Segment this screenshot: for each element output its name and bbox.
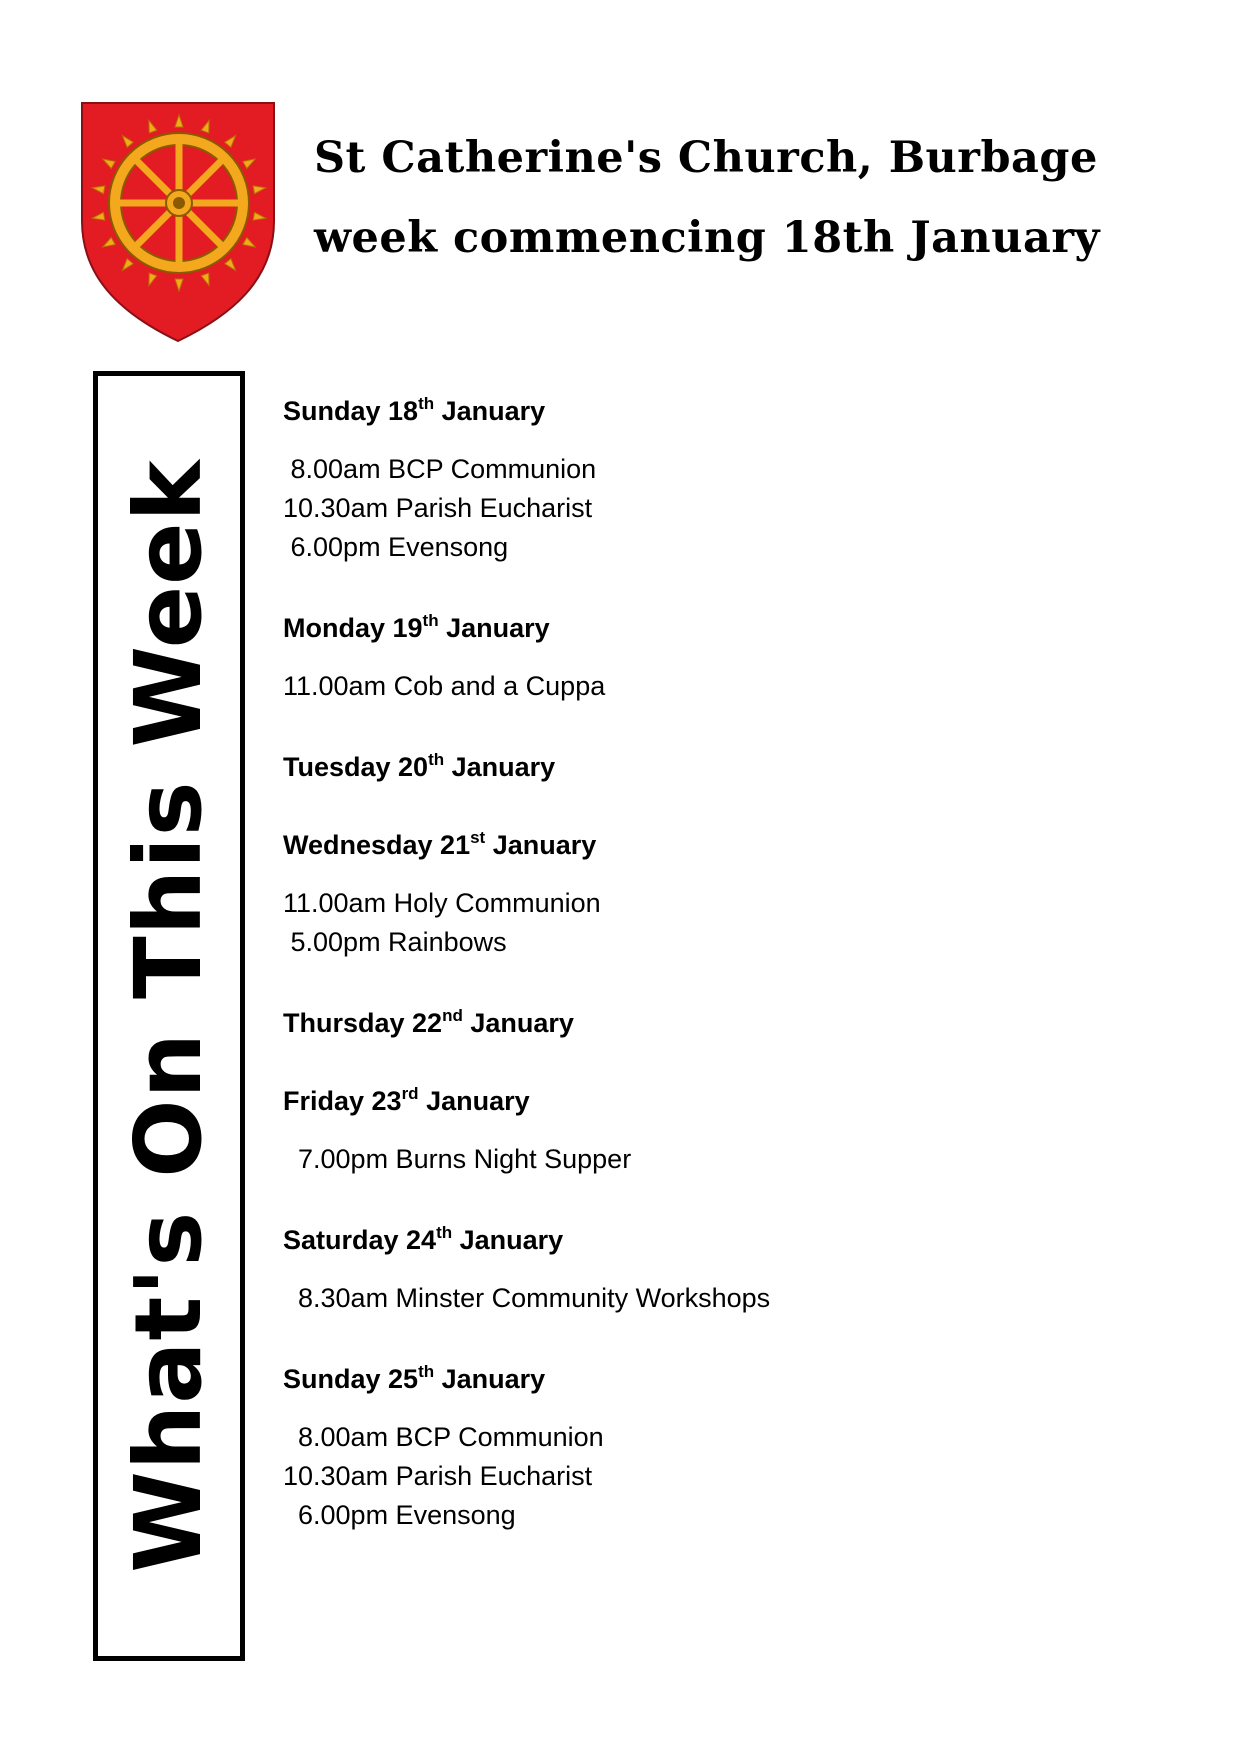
day-date: Tuesday 20 [283,752,429,782]
day-heading [283,1340,1183,1418]
day-heading [283,728,1183,806]
day-date: Friday 23 [283,1086,402,1116]
day-heading [283,1062,1183,1140]
event-item: 11.00am Holy Communion [283,888,601,918]
event-list [283,884,1183,984]
event-item: 11.00am Cob and a Cuppa [283,671,606,701]
date-suffix: rd [401,1083,419,1103]
sidebar-banner [93,371,245,1661]
day-month: January [492,830,597,860]
day-date: Saturday 24 [283,1225,437,1255]
day-heading [283,984,1183,1062]
date-suffix: th [418,1361,435,1381]
event-item: 8.00am BCP Communion [283,1422,604,1452]
event-item: 8.30am Minster Community Workshops [283,1283,771,1313]
day-month: January [459,1225,564,1255]
date-suffix: th [418,393,435,413]
event-list [283,450,1183,589]
event-list [283,667,1183,728]
date-suffix: th [422,610,439,630]
day-date: Sunday 25 [283,1364,419,1394]
date-suffix: nd [442,1005,463,1025]
date-suffix: th [428,749,445,769]
week-title: week commencing 18th January [314,213,1100,263]
day-date: Monday 19 [283,613,423,643]
catherine-wheel-shield-icon [80,101,276,343]
date-suffix: st [470,827,486,847]
day-heading [283,589,1183,667]
day-month: January [441,1364,546,1394]
day-month: January [446,613,550,643]
event-list [283,1140,1183,1201]
sidebar-title: What's On This Week [115,459,222,1573]
day-heading [283,1201,1183,1279]
page-header [314,118,1214,278]
day-heading [283,806,1183,884]
event-item: 5.00pm Rainbows [283,927,507,957]
date-suffix: th [436,1222,453,1242]
event-item: 10.30am Parish Eucharist [283,493,593,523]
day-date: Thursday 22 [283,1008,443,1038]
event-item: 10.30am Parish Eucharist [283,1461,593,1491]
event-item: 7.00pm Burns Night Supper [283,1144,632,1174]
day-month: January [451,752,556,782]
event-item: 6.00pm Evensong [283,532,509,562]
day-month: January [441,396,546,426]
event-item: 8.00am BCP Communion [283,454,597,484]
day-month: January [470,1008,574,1038]
day-date: Sunday 18 [283,396,419,426]
day-date: Wednesday 21 [283,830,471,860]
event-item: 6.00pm Evensong [283,1500,516,1530]
event-list [283,1279,1183,1340]
event-list [283,1418,1183,1557]
day-month: January [426,1086,530,1116]
day-heading [283,372,1183,450]
church-title: St Catherine's Church, Burbage [314,133,1098,183]
weekly-schedule [283,372,1183,1557]
